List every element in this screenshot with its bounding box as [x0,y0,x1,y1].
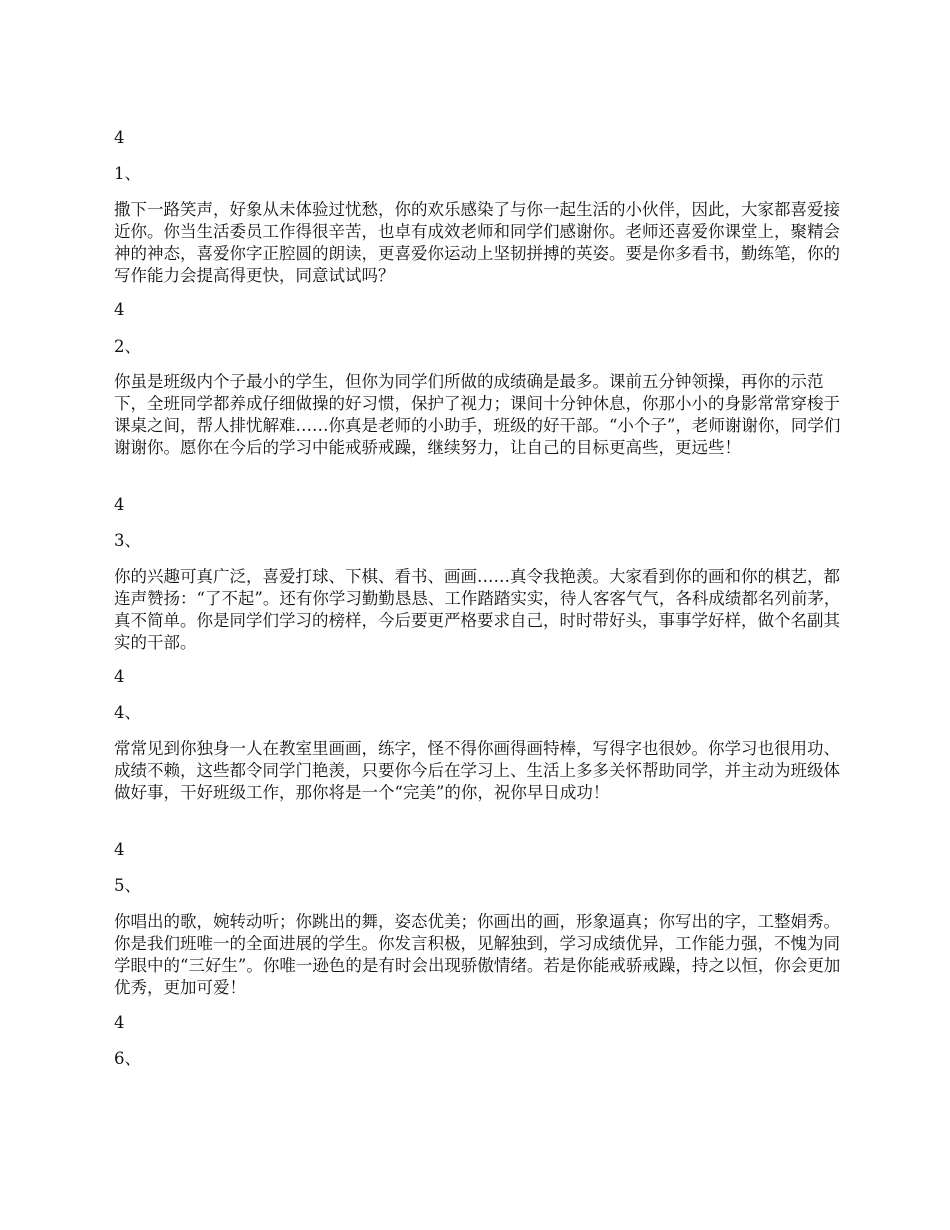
comment-paragraph: 你虽是班级内个子最小的学生，但你为同学们所做的成绩确是最多。课前五分钟领操，再你的示范下，全班同学都养成仔细做操的好习惯，保护了视力；课间十分钟休息，你那小小的身影常常穿梭于课桌之间，帮人排忧解难……你真是老师的小助手，班级的好干部。“小个子”，老师谢谢你，同学们谢谢你。愿你在今后的学习中能戒骄戒躁，继续努力，让自己的目标更高些，更远些！ [114,372,841,457]
page-marker: 4 [114,1013,125,1032]
page-marker: 4 [114,128,125,147]
item-number: 5、 [114,876,141,895]
comment-paragraph: 你的兴趣可真广泛，喜爱打球、下棋、看书、画画……真令我艳羡。大家看到你的画和你的棋艺，都连声赞扬：“了不起”。还有你学习勤勤恳恳、工作踏踏实实，待人客客气气，各科成绩都名列前茅，真不简单。你是同学们学习的榜样，今后要更严格要求自己，时时带好头，事事学好样，做个名副其实的干部。 [114,567,841,652]
page-marker: 4 [114,667,125,686]
page-marker: 4 [114,495,125,514]
item-number: 2、 [114,337,141,356]
comment-paragraph: 常常见到你独身一人在教室里画画，练字，怪不得你画得画特棒，写得字也很妙。你学习也很用功、成绩不赖，这些都令同学门艳羡，只要你今后在学习上、生活上多多关怀帮助同学，并主动为班级体做好事，干好班级工作，那你将是一个“完美”的你，祝你早日成功！ [114,739,840,802]
comment-paragraph: 你唱出的歌，婉转动听；你跳出的舞，姿态优美；你画出的画，形象逼真；你写出的字，工整娟秀。你是我们班唯一的全面进展的学生。你发言积极，见解独到，学习成绩优异，工作能力强，不愧为同学眼中的“三好生”。你唯一逊色的是有时会出现骄傲情绪。若是你能戒骄戒躁，持之以恒，你会更加优秀，更加可爱！ [114,912,841,997]
item-number: 3、 [114,531,141,550]
item-number: 1、 [114,164,141,183]
item-number: 4、 [114,703,141,722]
comment-paragraph: 撒下一路笑声，好象从未体验过忧愁，你的欢乐感染了与你一起生活的小伙伴，因此，大家都喜爱接近你。你当生活委员工作得很辛苦，也卓有成效老师和同学们感谢你。老师还喜爱你课堂上，聚精会神的神态，喜爱你字正腔圆的朗读，更喜爱你运动上坚韧拼搏的英姿。要是你多看书，勤练笔，你的写作能力会提高得更快，同意试试吗？ [114,200,840,285]
item-number: 6、 [114,1049,141,1068]
page-marker: 4 [114,300,125,319]
page-marker: 4 [114,840,125,859]
